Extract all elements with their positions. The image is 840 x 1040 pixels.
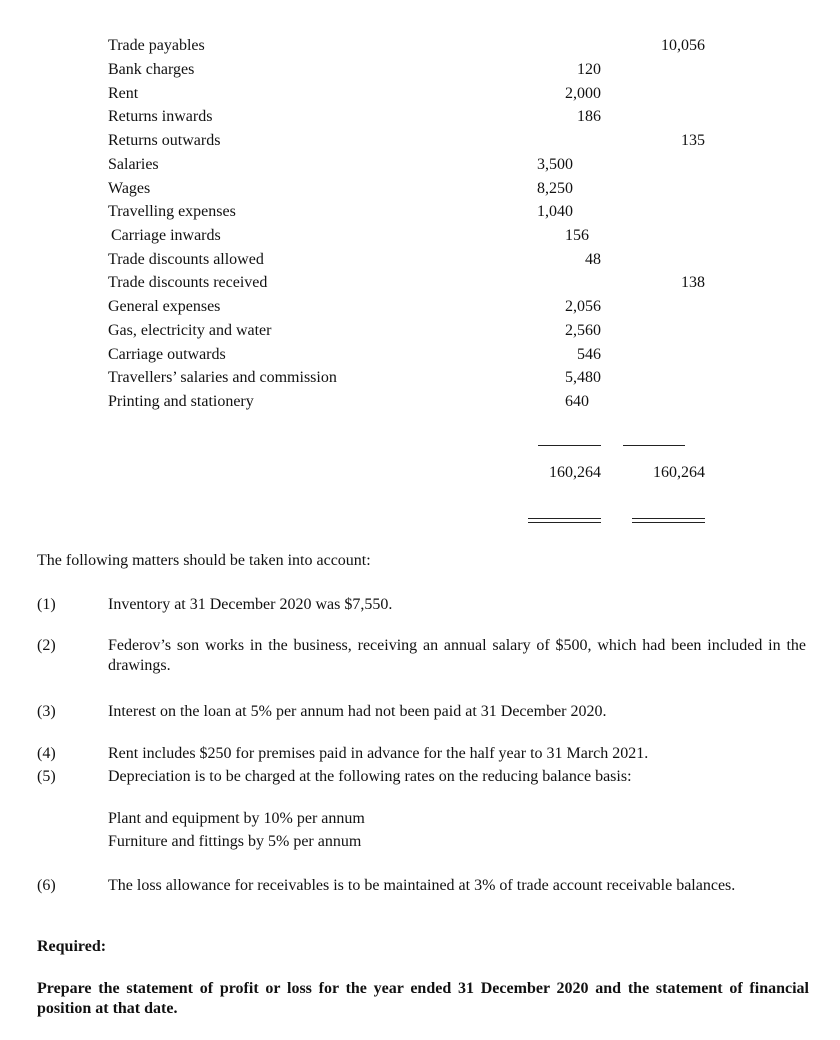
ledger-label: Carriage inwards: [111, 227, 221, 244]
total-double-rule-credit: [632, 522, 705, 523]
matter-text: Interest on the loan at 5% per annum had not been paid at 31 December 2020.: [108, 703, 607, 720]
subtotal-rule-debit: [538, 445, 601, 446]
ledger-debit: 2,056: [565, 298, 601, 315]
ledger-debit: 3,500: [537, 156, 573, 173]
matter-text: Federov’s son works in the business, receiving an annual salary of $500, which had been included in the drawings.: [108, 637, 806, 674]
matter-text: Depreciation is to be charged at the following rates on the reducing balance basis:: [108, 768, 632, 785]
ledger-debit: 48: [585, 251, 601, 268]
ledger-label: Returns inwards: [108, 108, 213, 125]
matters-intro: The following matters should be taken into account:: [37, 552, 371, 569]
total-credit: 160,264: [653, 464, 705, 481]
depreciation-rate: Plant and equipment by 10% per annum: [108, 810, 365, 827]
ledger-debit: 546: [577, 346, 601, 363]
ledger-credit: 10,056: [661, 37, 705, 54]
total-double-rule-debit: [528, 522, 601, 523]
matter-number: (1): [37, 596, 56, 613]
matter-number: (4): [37, 745, 56, 762]
required-heading: Required:: [37, 938, 107, 955]
matter-text: The loss allowance for receivables is to be maintained at 3% of trade account receivable balances.: [108, 877, 736, 894]
ledger-debit: 8,250: [537, 180, 573, 197]
ledger-label: Trade discounts allowed: [108, 251, 264, 268]
ledger-credit: 138: [681, 274, 705, 291]
ledger-label: Trade payables: [108, 37, 205, 54]
depreciation-rate: Furniture and fittings by 5% per annum: [108, 833, 362, 850]
ledger-debit: 156: [565, 227, 589, 244]
ledger-label: Trade discounts received: [108, 274, 268, 291]
matter-text: Inventory at 31 December 2020 was $7,550.: [108, 596, 393, 613]
ledger-label: Returns outwards: [108, 132, 221, 149]
matter-number: (3): [37, 703, 56, 720]
ledger-credit: 135: [681, 132, 705, 149]
ledger-label: Printing and stationery: [108, 393, 254, 410]
total-debit: 160,264: [549, 464, 601, 481]
ledger-label: Rent: [108, 85, 139, 102]
ledger-debit: 640: [565, 393, 589, 410]
matter-number: (2): [37, 637, 56, 654]
ledger-debit: 2,000: [565, 85, 601, 102]
matter-number: (5): [37, 768, 56, 785]
ledger-label: Salaries: [108, 156, 159, 173]
subtotal-rule-credit: [623, 445, 685, 446]
ledger-label: Wages: [108, 180, 151, 197]
ledger-label: Travelling expenses: [108, 203, 236, 220]
ledger-label: Carriage outwards: [108, 346, 226, 363]
ledger-debit: 120: [577, 61, 601, 78]
ledger-label: Travellers’ salaries and commission: [108, 369, 337, 386]
required-text: Prepare the statement of profit or loss for the year ended 31 December 2020 and the statement of financial position at that date.: [37, 980, 809, 1017]
total-double-rule-credit: [632, 518, 705, 519]
ledger-label: Gas, electricity and water: [108, 322, 272, 339]
ledger-debit: 2,560: [565, 322, 601, 339]
ledger-debit: 1,040: [537, 203, 573, 220]
ledger-debit: 5,480: [565, 369, 601, 386]
ledger-debit: 186: [577, 108, 601, 125]
matter-number: (6): [37, 877, 56, 894]
matter-text: Rent includes $250 for premises paid in advance for the half year to 31 March 2021.: [108, 745, 649, 762]
ledger-label: Bank charges: [108, 61, 195, 78]
total-double-rule-debit: [528, 518, 601, 519]
ledger-label: General expenses: [108, 298, 221, 315]
